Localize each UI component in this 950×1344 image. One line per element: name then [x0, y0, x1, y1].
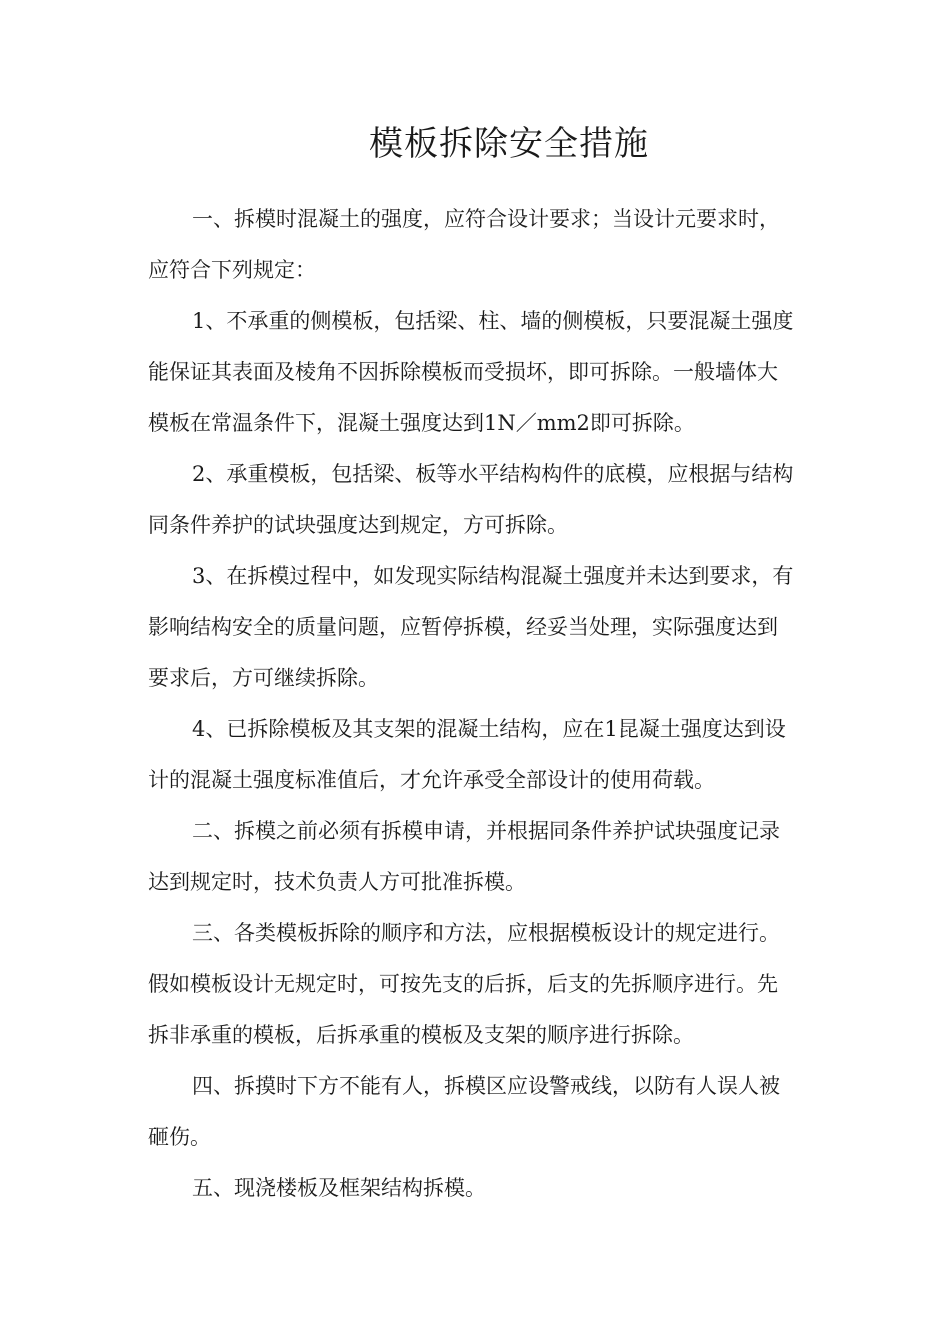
document-body: [148, 194, 798, 1214]
paragraph-8: 四、拆摸时下方不能有人，拆模区应设警戒线，以防有人误人被砸伤。: [148, 1074, 780, 1149]
paragraph-5: 4、已拆除模板及其支架的混凝土结构，应在1昆凝土强度达到设计的混凝土强度标准值后，才允许承受全部设计的使用荷载。: [148, 717, 786, 792]
paragraph-1: 一、拆模时混凝土的强度，应符合设计要求；当设计元要求时，应符合下列规定：: [148, 207, 780, 282]
paragraph-9: 五、现浇楼板及框架结构拆模。: [192, 1176, 486, 1200]
document-title: 模板拆除安全措施: [369, 124, 649, 164]
paragraph-2: 1、不承重的侧模板，包括梁、柱、墙的侧模板，只要混凝土强度能保证其表面及棱角不因拆除模板而受损坏，即可拆除。一般墙体大模板在常温条件下，混凝土强度达到1N／mm2即可拆除。: [148, 309, 794, 435]
paragraph-7: 三、各类模板拆除的顺序和方法，应根据模板设计的规定进行。假如模板设计无规定时，可按先支的后拆，后支的先拆顺序进行。先拆非承重的模板，后拆承重的模板及支架的顺序进行拆除。: [148, 921, 780, 1047]
paragraph-4: 3、在拆模过程中，如发现实际结构混凝土强度并未达到要求，有影响结构安全的质量问题，应暂停拆模，经妥当处理，实际强度达到要求后，方可继续拆除。: [148, 564, 794, 690]
paragraph-6: 二、拆模之前必须有拆模申请，并根据同条件养护试块强度记录达到规定时，技术负责人方可批准拆模。: [148, 819, 780, 894]
paragraph-3: 2、承重模板，包括梁、板等水平结构构件的底模，应根据与结构同条件养护的试块强度达到规定，方可拆除。: [148, 462, 794, 537]
